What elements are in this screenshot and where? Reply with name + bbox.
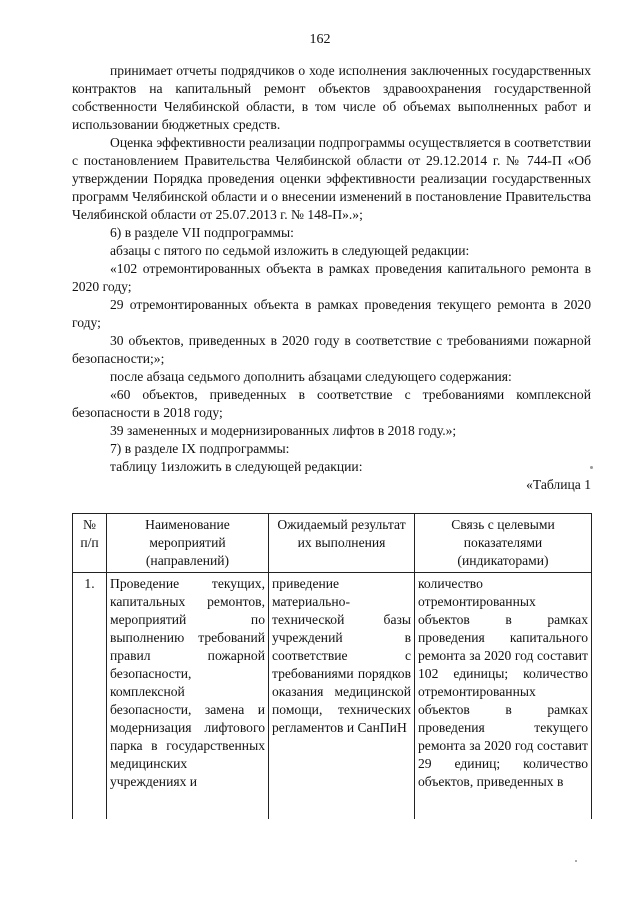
paragraph: абзацы с пятого по седьмой изложить в следующей редакции:: [110, 243, 470, 258]
header-measure-name: Наименование мероприятий (направлений): [107, 514, 269, 573]
cell-measure-name: Проведение текущих, капитальных ремонтов, мероприятий по выполнению требований правил пожарной безопасности, комплексной безопасности, замена и модернизация лифтового парка в государственных медицинских учреждениях и: [107, 573, 269, 820]
cell-target-indicators: количество отремонтированных объектов в рамках проведения капитального ремонта за 2020 год составит 102 единицы; количество отремонтированных объектов в рамках проведения текущего ремонта за 2020 год составит 29 единиц; количество объектов, приведенных в: [415, 573, 592, 820]
measures-table: [72, 513, 592, 819]
paragraph: 39 замененных и модернизированных лифтов в 2018 году.»;: [110, 423, 457, 438]
scan-speck: [575, 860, 577, 862]
table-row: [73, 573, 592, 820]
paragraph: 29 отремонтированных объекта в рамках проведения текущего ремонта в 2020 году;: [72, 297, 591, 330]
cell-number: 1.: [73, 573, 107, 820]
paragraph: Оценка эффективности реализации подпрограммы осуществляется в соответствии с постановлением Правительства Челябинской области от 29.12.2014 г. № 744-П «Об утверждении Порядка проведения оценки эффективности реализации государственных программ Челябинской области и о внесении изменений в постановление Правительства Челябинской области от 25.07.2013 г. № 148-П».»;: [72, 135, 591, 222]
paragraph: «60 объектов, приведенных в соответствие с требованиями комплексной безопасности в 2018 году;: [72, 387, 591, 420]
table-header-row: [73, 514, 592, 573]
paragraph: 30 объектов, приведенных в 2020 году в соответствие с требованиями пожарной безопасности;»;: [72, 333, 591, 366]
document-body: [72, 62, 591, 494]
header-target-indicators: Связь с целевыми показателями (индикаторами): [415, 514, 592, 573]
cell-expected-result: приведение материально-технической базы учреждений в соответствие с требованиями порядков оказания медицинской помощи, технических регламентов и СанПиН: [269, 573, 415, 820]
header-expected-result: Ожидаемый результат их выполнения: [269, 514, 415, 573]
paragraph: после абзаца седьмого дополнить абзацами следующего содержания:: [110, 369, 512, 384]
paragraph: «102 отремонтированных объекта в рамках проведения капитального ремонта в 2020 году;: [72, 261, 591, 294]
paragraph: 7) в разделе IX подпрограммы:: [110, 441, 290, 456]
paragraph: принимает отчеты подрядчиков о ходе исполнения заключенных государственных контрактов на капитальный ремонт объектов здравоохранения государственной собственности Челябинской области, в том числе об объемах выполненных работ и использовании бюджетных средств.: [72, 63, 591, 132]
header-number: № п/п: [73, 514, 107, 573]
paragraph: таблицу 1изложить в следующей редакции:: [110, 459, 363, 474]
scan-speck: [590, 466, 593, 469]
paragraph: 6) в разделе VII подпрограммы:: [110, 225, 294, 240]
table-caption: «Таблица 1: [526, 477, 591, 492]
page-number: 162: [309, 32, 331, 47]
